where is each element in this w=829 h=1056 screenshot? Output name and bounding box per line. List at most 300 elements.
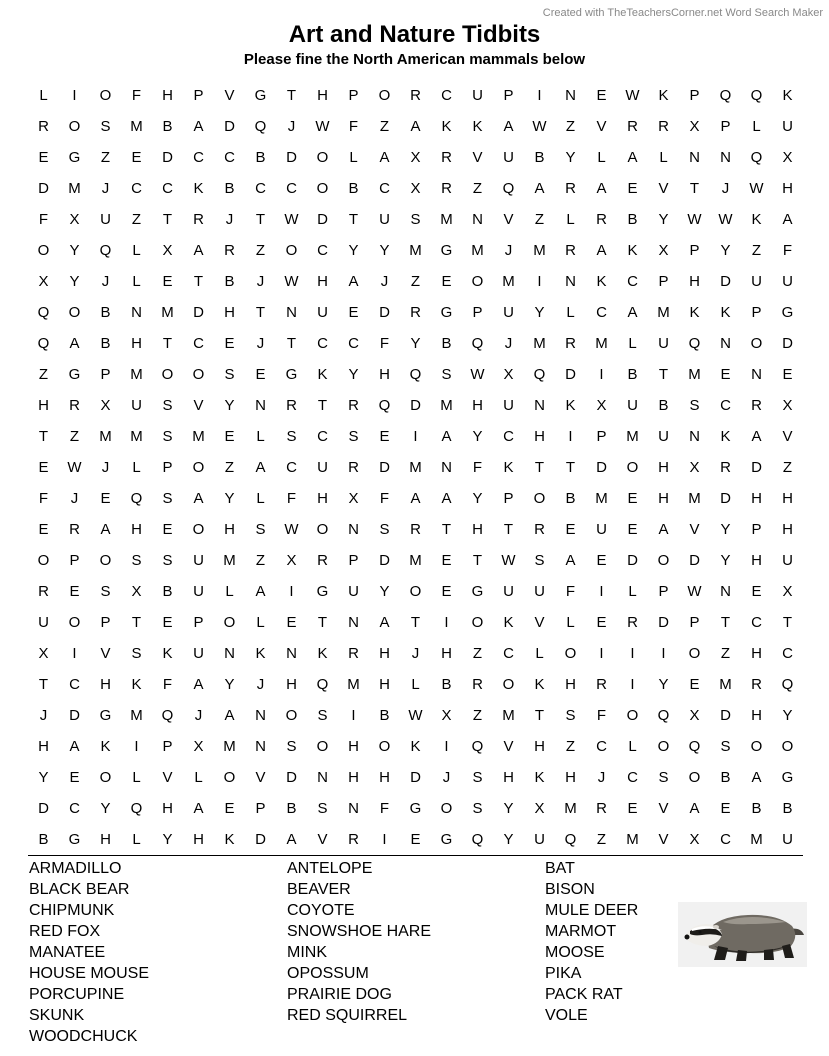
grid-letter: I [72, 87, 77, 104]
grid-letter: Z [472, 707, 483, 724]
grid-letter: P [751, 304, 762, 321]
grid-letter: Y [379, 242, 390, 259]
grid-row [28, 762, 803, 793]
grid-letter: P [100, 614, 111, 631]
grid-letter: O [192, 366, 205, 383]
grid-letter: L [225, 583, 234, 600]
grid-letter: L [132, 273, 141, 290]
grid-letter: E [255, 366, 266, 383]
grid-letter: M [657, 304, 670, 321]
grid-letter: A [286, 831, 297, 848]
grid-letter: Q [750, 87, 763, 104]
grid-letter: Z [410, 273, 421, 290]
grid-letter: T [689, 180, 700, 197]
word-list-item: ARMADILLO [29, 860, 122, 877]
grid-letter: A [441, 428, 452, 445]
grid-letter: T [720, 614, 731, 631]
grid-letter: X [782, 397, 793, 414]
grid-letter: O [378, 87, 391, 104]
grid-letter: W [625, 87, 640, 104]
grid-letter: K [131, 676, 142, 693]
grid-letter: O [378, 738, 391, 755]
grid-letter: X [689, 118, 700, 135]
grid-letter: D [69, 707, 80, 724]
grid-letter: J [256, 273, 265, 290]
grid-letter: E [224, 428, 235, 445]
grid-letter: J [101, 180, 110, 197]
grid-letter: M [533, 242, 546, 259]
word-list-item: RED FOX [29, 923, 101, 940]
grid-letter: T [255, 304, 266, 321]
grid-letter: I [289, 583, 294, 600]
grid-letter: O [37, 552, 50, 569]
grid-letter: B [224, 273, 235, 290]
word-list-item: VOLE [545, 1007, 588, 1024]
grid-letter: T [472, 552, 483, 569]
grid-letter: C [69, 676, 80, 693]
grid-letter: D [286, 149, 297, 166]
grid-letter: L [132, 831, 141, 848]
grid-letter: A [658, 521, 669, 538]
grid-letter: P [193, 614, 204, 631]
word-list-item: SNOWSHOE HARE [287, 923, 432, 940]
grid-letter: N [348, 800, 359, 817]
grid-letter: X [131, 583, 142, 600]
grid-letter: U [782, 552, 793, 569]
grid-letter: H [379, 676, 390, 693]
grid-letter: J [442, 769, 451, 786]
grid-letter: R [410, 304, 421, 321]
grid-letter: M [502, 707, 515, 724]
grid-letter: C [720, 831, 731, 848]
grid-letter: G [471, 583, 484, 600]
grid-letter: X [689, 459, 700, 476]
grid-row [28, 266, 803, 297]
grid-letter: R [410, 87, 421, 104]
grid-letter: L [566, 614, 575, 631]
grid-letter: C [317, 428, 328, 445]
grid-letter: H [379, 769, 390, 786]
grid-letter: E [38, 149, 49, 166]
grid-letter: X [410, 180, 421, 197]
grid-letter: V [658, 180, 669, 197]
grid-letter: A [224, 707, 235, 724]
grid-letter: L [256, 428, 265, 445]
grid-letter: O [688, 645, 701, 662]
grid-letter: L [628, 335, 637, 352]
grid-letter: H [224, 304, 235, 321]
grid-letter: T [317, 614, 328, 631]
grid-letter: V [534, 614, 545, 631]
grid-letter: N [472, 211, 483, 228]
grid-letter: L [566, 211, 575, 228]
grid-letter: O [223, 769, 236, 786]
grid-letter: G [99, 707, 112, 724]
grid-row [28, 204, 803, 235]
grid-letter: B [38, 831, 49, 848]
grid-letter: W [315, 118, 330, 135]
grid-letter: V [658, 800, 669, 817]
grid-letter: H [503, 769, 514, 786]
grid-letter: E [441, 273, 452, 290]
grid-letter: H [534, 428, 545, 445]
grid-letter: R [627, 614, 638, 631]
grid-letter: Y [472, 428, 483, 445]
grid-letter: B [348, 180, 359, 197]
grid-letter: O [316, 180, 329, 197]
grid-letter: A [100, 521, 111, 538]
grid-letter: H [565, 769, 576, 786]
grid-letter: E [565, 521, 576, 538]
grid-letter: M [130, 707, 143, 724]
grid-letter: G [254, 87, 267, 104]
grid-letter: L [597, 149, 606, 166]
grid-letter: O [626, 459, 639, 476]
grid-row [28, 607, 803, 638]
grid-row [28, 297, 803, 328]
grid-letter: R [534, 521, 545, 538]
grid-letter: A [627, 149, 638, 166]
grid-letter: M [502, 273, 515, 290]
grid-letter: E [69, 583, 80, 600]
grid-letter: H [658, 459, 669, 476]
grid-letter: A [627, 304, 638, 321]
grid-letter: Z [100, 149, 111, 166]
grid-letter: Q [130, 800, 143, 817]
grid-letter: S [286, 428, 297, 445]
grid-letter: Q [533, 366, 546, 383]
grid-letter: V [193, 397, 204, 414]
grid-letter: T [38, 676, 49, 693]
grid-letter: O [68, 614, 81, 631]
grid-letter: Z [255, 242, 266, 259]
grid-letter: S [720, 738, 731, 755]
grid-letter: N [131, 304, 142, 321]
grid-letter: R [596, 211, 607, 228]
grid-letter: R [38, 118, 49, 135]
grid-letter: Y [720, 521, 731, 538]
grid-letter: N [751, 366, 762, 383]
grid-letter: N [689, 428, 700, 445]
grid-letter: R [751, 676, 762, 693]
grid-letter: H [100, 676, 111, 693]
grid-letter: I [599, 366, 604, 383]
grid-letter: H [317, 273, 328, 290]
grid-letter: H [379, 366, 390, 383]
grid-letter: C [720, 397, 731, 414]
grid-letter: U [596, 521, 607, 538]
grid-letter: F [782, 242, 793, 259]
grid-letter: F [38, 490, 49, 507]
grid-letter: H [782, 180, 793, 197]
grid-row [28, 452, 803, 483]
grid-letter: X [38, 645, 49, 662]
grid-letter: A [410, 118, 421, 135]
grid-letter: I [661, 645, 666, 662]
grid-letter: L [132, 459, 141, 476]
grid-letter: Q [99, 242, 112, 259]
grid-letter: I [413, 428, 418, 445]
grid-letter: S [100, 118, 111, 135]
grid-letter: F [472, 459, 483, 476]
grid-letter: N [565, 87, 576, 104]
grid-letter: X [503, 366, 514, 383]
grid-letter: W [749, 180, 764, 197]
grid-letter: O [68, 304, 81, 321]
grid-letter: S [441, 366, 452, 383]
grid-letter: C [317, 242, 328, 259]
grid-letter: D [255, 831, 266, 848]
grid-letter: J [504, 335, 513, 352]
grid-letter: B [565, 490, 576, 507]
grid-letter: C [503, 428, 514, 445]
grid-letter: F [379, 490, 390, 507]
grid-letter: A [379, 614, 390, 631]
grid-letter: F [379, 335, 390, 352]
grid-letter: T [193, 273, 204, 290]
grid-letter: C [131, 180, 142, 197]
grid-letter: S [410, 211, 421, 228]
grid-letter: K [162, 645, 173, 662]
grid-letter: S [162, 552, 173, 569]
grid-letter: F [596, 707, 607, 724]
word-list-item: MARMOT [545, 923, 617, 940]
grid-letter: B [286, 800, 297, 817]
grid-letter: W [408, 707, 423, 724]
grid-letter: E [596, 87, 607, 104]
word-list-item: PORCUPINE [29, 986, 125, 1003]
grid-letter: Z [69, 428, 80, 445]
grid-letter: P [658, 583, 669, 600]
grid-letter: Y [503, 831, 514, 848]
grid-letter: I [351, 707, 356, 724]
grid-letter: R [224, 242, 235, 259]
grid-letter: M [440, 211, 453, 228]
grid-letter: A [441, 490, 452, 507]
grid-letter: O [657, 738, 670, 755]
grid-letter: Y [565, 149, 576, 166]
grid-letter: B [658, 397, 669, 414]
grid-letter: Y [348, 366, 359, 383]
grid-letter: U [193, 645, 204, 662]
grid-letter: D [410, 769, 421, 786]
grid-letter: S [131, 552, 142, 569]
grid-letter: K [720, 304, 731, 321]
grid-letter: K [658, 87, 669, 104]
grid-letter: O [285, 242, 298, 259]
grid-letter: N [720, 335, 731, 352]
grid-letter: F [379, 800, 390, 817]
grid-letter: O [99, 769, 112, 786]
grid-letter: B [379, 707, 390, 724]
page-subtitle: Please fine the North American mammals below [243, 51, 586, 68]
grid-letter: T [534, 459, 545, 476]
grid-letter: S [162, 397, 173, 414]
grid-row [28, 576, 803, 607]
grid-letter: Y [224, 490, 235, 507]
grid-letter: G [781, 304, 794, 321]
word-list-item: BAT [545, 860, 575, 877]
grid-letter: J [256, 335, 265, 352]
grid-row [28, 514, 803, 545]
grid-letter: H [441, 645, 452, 662]
grid-letter: O [285, 707, 298, 724]
grid-letter: V [658, 831, 669, 848]
grid-letter: Y [38, 769, 49, 786]
grid-letter: H [534, 738, 545, 755]
grid-letter: U [627, 397, 638, 414]
grid-letter: Z [782, 459, 793, 476]
grid-letter: F [565, 583, 576, 600]
grid-letter: N [534, 397, 545, 414]
grid-letter: M [130, 428, 143, 445]
grid-letter: Q [719, 87, 732, 104]
grid-letter: E [162, 273, 173, 290]
grid-letter: U [193, 583, 204, 600]
grid-letter: G [440, 831, 453, 848]
grid-letter: A [596, 242, 607, 259]
grid-letter: Z [565, 118, 576, 135]
grid-letter: W [284, 521, 299, 538]
grid-letter: S [472, 800, 483, 817]
grid-letter: D [565, 366, 576, 383]
grid-row [28, 483, 803, 514]
grid-letter: R [410, 521, 421, 538]
grid-letter: V [596, 118, 607, 135]
grid-letter: D [379, 552, 390, 569]
grid-letter: W [718, 211, 733, 228]
grid-letter: Y [379, 583, 390, 600]
word-list-item: BLACK BEAR [29, 881, 130, 898]
grid-letter: D [782, 335, 793, 352]
grid-letter: R [348, 831, 359, 848]
grid-letter: E [224, 335, 235, 352]
grid-letter: W [501, 552, 516, 569]
grid-letter: W [532, 118, 547, 135]
grid-row [28, 111, 803, 142]
grid-letter: D [751, 459, 762, 476]
grid-letter: D [596, 459, 607, 476]
grid-letter: E [627, 180, 638, 197]
grid-letter: X [596, 397, 607, 414]
grid-letter: E [162, 521, 173, 538]
grid-letter: P [503, 87, 514, 104]
word-column [29, 858, 149, 1047]
grid-letter: S [348, 428, 359, 445]
grid-letter: R [69, 521, 80, 538]
grid-letter: P [751, 521, 762, 538]
word-list-item: RED SQUIRREL [287, 1007, 408, 1024]
grid-letter: P [69, 552, 80, 569]
grid-letter: M [719, 676, 732, 693]
grid-letter: M [161, 304, 174, 321]
grid-letter: C [596, 304, 607, 321]
grid-letter: Q [130, 490, 143, 507]
grid-letter: K [565, 397, 576, 414]
grid-letter: Q [254, 118, 267, 135]
grid-letter: X [162, 242, 173, 259]
grid-letter: U [534, 583, 545, 600]
grid-letter: H [224, 521, 235, 538]
grid-letter: A [410, 490, 421, 507]
grid-letter: U [658, 428, 669, 445]
grid-letter: Z [720, 645, 731, 662]
grid-letter: N [720, 583, 731, 600]
grid-letter: W [67, 459, 82, 476]
grid-row [28, 669, 803, 700]
grid-letter: O [192, 521, 205, 538]
grid-letter: Z [565, 738, 576, 755]
grid-letter: R [472, 676, 483, 693]
grid-letter: P [503, 490, 514, 507]
grid-letter: V [100, 645, 111, 662]
grid-letter: M [130, 118, 143, 135]
grid-row [28, 328, 803, 359]
grid-letter: O [502, 676, 515, 693]
grid-letter: E [689, 676, 700, 693]
grid-letter: O [471, 273, 484, 290]
word-list-item: OPOSSUM [287, 965, 369, 982]
grid-letter: R [627, 118, 638, 135]
grid-letter: O [533, 490, 546, 507]
grid-row [28, 142, 803, 173]
grid-letter: R [720, 459, 731, 476]
badger-image [678, 902, 807, 967]
grid-letter: K [441, 118, 452, 135]
grid-letter: B [162, 118, 173, 135]
grid-letter: V [503, 738, 514, 755]
grid-letter: Z [751, 242, 762, 259]
grid-letter: M [750, 831, 763, 848]
grid-letter: Q [378, 397, 391, 414]
grid-letter: W [470, 366, 485, 383]
grid-letter: V [472, 149, 483, 166]
grid-letter: H [38, 397, 49, 414]
grid-letter: I [630, 645, 635, 662]
grid-letter: B [255, 149, 266, 166]
grid-letter: Q [409, 366, 422, 383]
grid-letter: P [720, 118, 731, 135]
grid-letter: B [100, 304, 111, 321]
grid-letter: U [100, 211, 111, 228]
grid-letter: L [194, 769, 203, 786]
grid-letter: N [689, 149, 700, 166]
grid-letter: A [596, 180, 607, 197]
grid-letter: A [193, 118, 204, 135]
grid-letter: A [69, 738, 80, 755]
grid-letter: Q [781, 676, 794, 693]
grid-letter: H [782, 490, 793, 507]
grid-letter: E [720, 800, 731, 817]
grid-letter: Q [502, 180, 515, 197]
grid-letter: H [100, 831, 111, 848]
grid-letter: K [503, 459, 514, 476]
grid-letter: E [627, 490, 638, 507]
grid-letter: I [537, 87, 542, 104]
grid-row [28, 545, 803, 576]
grid-letter: M [440, 397, 453, 414]
grid-letter: Z [534, 211, 545, 228]
word-list-item: HOUSE MOUSE [29, 965, 150, 982]
grid-letter: P [658, 273, 669, 290]
grid-letter: R [596, 676, 607, 693]
grid-letter: G [440, 304, 453, 321]
word-list-item: BEAVER [287, 881, 351, 898]
grid-letter: L [411, 676, 420, 693]
grid-letter: N [224, 645, 235, 662]
grid-letter: O [657, 552, 670, 569]
grid-row [28, 638, 803, 669]
